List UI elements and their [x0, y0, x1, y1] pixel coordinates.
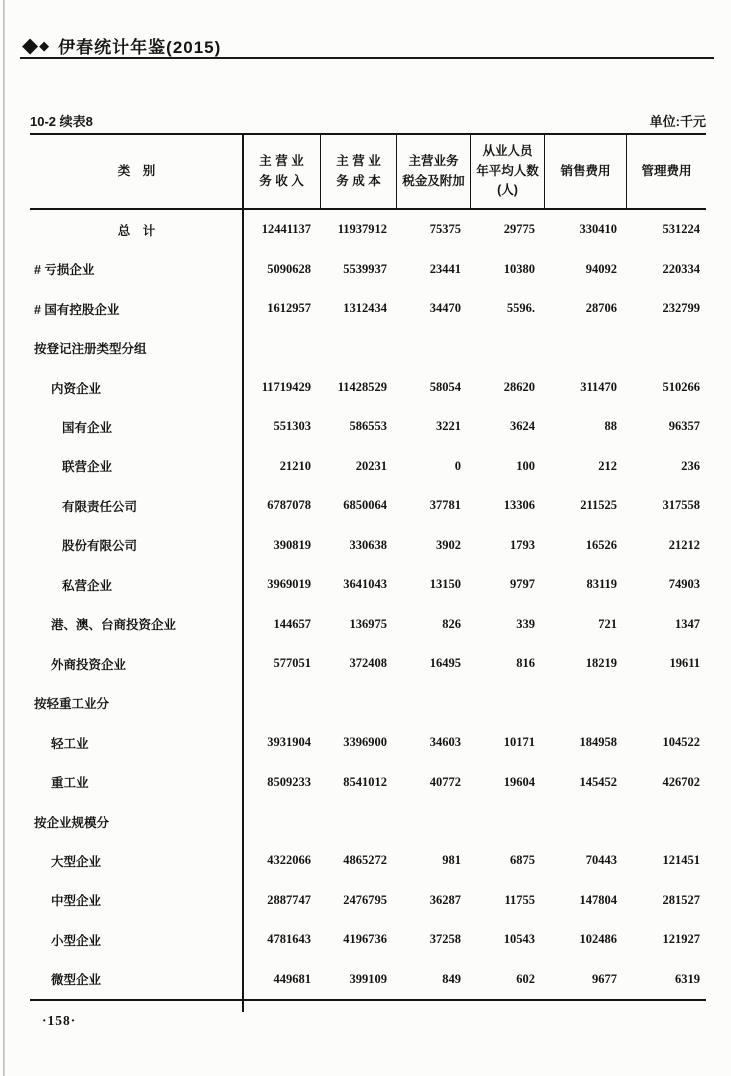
cell-value: 330410: [579, 222, 617, 237]
row-label: 中型企业: [51, 894, 102, 909]
cell-value: 74903: [668, 577, 700, 592]
cell-value: 16495: [429, 656, 461, 671]
cell-value: 721: [598, 616, 617, 631]
scan-edge-line: [3, 0, 5, 1076]
cell-value: 281527: [662, 892, 700, 907]
cell-value: 37781: [429, 498, 461, 513]
cell-value: 551303: [273, 419, 311, 434]
table-row: [30, 486, 706, 525]
column-header-text: 类 别: [117, 163, 156, 178]
cell-value: 88: [604, 419, 617, 434]
cell-value: 19604: [503, 774, 535, 789]
cell-value: 70443: [585, 853, 617, 868]
table-row: [30, 249, 706, 288]
column-header: [545, 135, 627, 208]
cell-value: 211525: [580, 498, 617, 513]
table-row: [30, 920, 706, 959]
table-row: [30, 447, 706, 486]
cell-value: 1347: [675, 616, 700, 631]
cell-value: 136975: [349, 616, 387, 631]
cell-value: 10543: [503, 932, 535, 947]
cell-value: 28706: [585, 301, 617, 316]
cell-value: 3624: [510, 419, 535, 434]
cell-value: 145452: [579, 774, 617, 789]
category-column-divider-line: [242, 135, 244, 1012]
cell-value: 75375: [429, 222, 461, 237]
row-label: # 亏损企业: [34, 263, 95, 278]
cell-value: 10171: [503, 735, 535, 750]
cell-value: 372408: [349, 656, 387, 671]
table-row: [30, 644, 706, 683]
column-header-text: 主营业务: [408, 154, 459, 169]
column-header: [321, 135, 397, 208]
cell-value: 390819: [273, 537, 311, 552]
column-header-text: 务 成 本: [336, 173, 381, 188]
cell-value: 5090628: [267, 261, 311, 276]
cell-value: 13306: [503, 498, 535, 513]
cell-value: 311470: [580, 380, 617, 395]
cell-value: 28620: [503, 380, 535, 395]
cell-value: 29775: [503, 222, 535, 237]
cell-value: 94092: [585, 261, 617, 276]
row-label: 按企业规模分: [34, 815, 110, 830]
cell-value: 9677: [592, 971, 617, 986]
column-header-text: 管理费用: [641, 163, 692, 178]
row-label: 大型企业: [51, 854, 102, 869]
cell-value: 2887747: [267, 892, 311, 907]
cell-value: 8541012: [343, 774, 387, 789]
table-row: [30, 526, 706, 565]
page-footer: [42, 1013, 76, 1029]
cell-value: 37258: [429, 932, 461, 947]
table-row: [30, 881, 706, 920]
cell-value: 144657: [273, 616, 311, 631]
header-rule-line: [20, 57, 714, 59]
cell-value: 6787078: [267, 498, 311, 513]
column-header-text: 年平均人数: [476, 163, 539, 178]
cell-value: 58054: [429, 380, 461, 395]
cell-value: 531224: [662, 222, 700, 237]
row-label: 重工业: [51, 776, 89, 791]
row-label: 轻工业: [51, 736, 89, 751]
cell-value: 121451: [662, 853, 700, 868]
cell-value: 36287: [429, 892, 461, 907]
column-header-text: 主 营 业: [259, 154, 304, 169]
row-label: 有限责任公司: [62, 499, 138, 514]
cell-value: 6319: [675, 971, 700, 986]
cell-value: 577051: [273, 656, 311, 671]
cell-value: 40772: [429, 774, 461, 789]
cell-value: 21210: [279, 458, 311, 473]
row-label: 国有企业: [62, 420, 113, 435]
cell-value: 23441: [429, 261, 461, 276]
cell-value: 1612957: [267, 301, 311, 316]
row-label: 私营企业: [62, 578, 113, 593]
table-body: [30, 210, 706, 999]
cell-value: 816: [516, 656, 535, 671]
column-header: [627, 135, 706, 208]
cell-value: 20231: [355, 458, 387, 473]
table-row: [30, 565, 706, 604]
cell-value: 1312434: [343, 301, 387, 316]
table-row: [30, 683, 706, 722]
cell-value: 16526: [585, 537, 617, 552]
cell-value: 104522: [662, 735, 700, 750]
cell-value: 83119: [586, 577, 617, 592]
diamond-icon: ◆: [22, 32, 39, 57]
cell-value: 317558: [662, 498, 700, 513]
row-label: 小型企业: [51, 933, 102, 948]
cell-value: 339: [516, 616, 535, 631]
cell-value: 121927: [662, 932, 700, 947]
book-title: 伊春统计年鉴(2015): [58, 37, 222, 57]
table-row: [30, 723, 706, 762]
cell-value: 3641043: [343, 577, 387, 592]
cell-value: 236: [681, 458, 700, 473]
cell-value: 3969019: [267, 577, 311, 592]
column-header-text: 从业人员: [482, 144, 533, 159]
table-row: [30, 368, 706, 407]
row-label: 港、澳、台商投资企业: [51, 618, 177, 633]
cell-value: 3221: [436, 419, 461, 434]
table-row: [30, 605, 706, 644]
cell-value: 21212: [668, 537, 700, 552]
cell-value: 330638: [349, 537, 387, 552]
cell-value: 2476795: [343, 892, 387, 907]
table-row: [30, 762, 706, 801]
table-row: [30, 841, 706, 880]
column-header-text: 主 营 业: [336, 154, 381, 169]
cell-value: 3396900: [343, 735, 387, 750]
table-row: [30, 289, 706, 328]
column-header-text: (人): [497, 183, 518, 198]
row-label: # 国有控股企业: [34, 302, 120, 317]
cell-value: 586553: [349, 419, 387, 434]
cell-value: 96357: [668, 419, 700, 434]
statistical-table: [30, 133, 706, 1001]
diamond-icon: ◆: [39, 37, 50, 53]
cell-value: 11937912: [337, 222, 387, 237]
cell-value: 5596.: [506, 301, 535, 316]
cell-value: 510266: [662, 380, 700, 395]
cell-value: 34603: [429, 735, 461, 750]
cell-value: 102486: [579, 932, 617, 947]
cell-value: 0: [454, 458, 461, 473]
cell-value: 232799: [662, 301, 700, 316]
table-row: [30, 960, 706, 999]
column-header: [30, 135, 243, 208]
cell-value: 19611: [669, 656, 700, 671]
cell-value: 4865272: [343, 853, 387, 868]
cell-value: 5539937: [343, 261, 387, 276]
cell-value: 1793: [510, 537, 535, 552]
page-number: ·158·: [42, 1013, 77, 1028]
cell-value: 4196736: [343, 932, 387, 947]
cell-value: 34470: [429, 301, 461, 316]
cell-value: 4322066: [267, 853, 311, 868]
cell-value: 6850064: [343, 498, 387, 513]
cell-value: 11719429: [261, 380, 311, 395]
cell-value: 826: [442, 616, 461, 631]
row-label: 总 计: [117, 223, 156, 238]
cell-value: 100: [516, 458, 535, 473]
row-label: 外商投资企业: [51, 657, 127, 672]
cell-value: 6875: [510, 853, 535, 868]
cell-value: 13150: [429, 577, 461, 592]
column-header: [397, 135, 471, 208]
cell-value: 11428529: [337, 380, 387, 395]
table-row: [30, 802, 706, 841]
table-meta: [30, 111, 706, 130]
cell-value: 18219: [585, 656, 617, 671]
row-label: 联营企业: [62, 460, 113, 475]
cell-value: 399109: [349, 971, 387, 986]
cell-value: 3902: [436, 537, 461, 552]
cell-value: 220334: [662, 261, 700, 276]
cell-value: 3931904: [267, 735, 311, 750]
table-row: [30, 328, 706, 367]
table-header-row: [30, 135, 706, 210]
cell-value: 212: [598, 458, 617, 473]
cell-value: 12441137: [261, 222, 311, 237]
cell-value: 602: [516, 971, 535, 986]
column-header-text: 税金及附加: [402, 173, 465, 188]
row-label: 微型企业: [51, 973, 102, 988]
cell-value: 4781643: [267, 932, 311, 947]
cell-value: 981: [442, 853, 461, 868]
cell-value: 449681: [273, 971, 311, 986]
row-label: 按登记注册类型分组: [34, 342, 147, 357]
cell-value: 426702: [662, 774, 700, 789]
unit-label: 单位:千元: [649, 114, 706, 129]
cell-value: 9797: [510, 577, 535, 592]
column-header: [243, 135, 321, 208]
cell-value: 8509233: [267, 774, 311, 789]
column-header: [471, 135, 545, 208]
cell-value: 147804: [579, 892, 617, 907]
row-label: 股份有限公司: [62, 539, 138, 554]
cell-value: 10380: [503, 261, 535, 276]
table-row: [30, 210, 706, 249]
row-label: 内资企业: [51, 381, 102, 396]
cell-value: 11755: [504, 892, 535, 907]
cell-value: 184958: [579, 735, 617, 750]
page-header: [22, 32, 221, 58]
column-header-text: 销售费用: [560, 163, 611, 178]
column-header-text: 务 收 入: [259, 173, 304, 188]
row-label: 按轻重工业分: [34, 697, 110, 712]
cell-value: 849: [442, 971, 461, 986]
table-row: [30, 407, 706, 446]
table-number: 10-2 续表8: [30, 114, 93, 129]
